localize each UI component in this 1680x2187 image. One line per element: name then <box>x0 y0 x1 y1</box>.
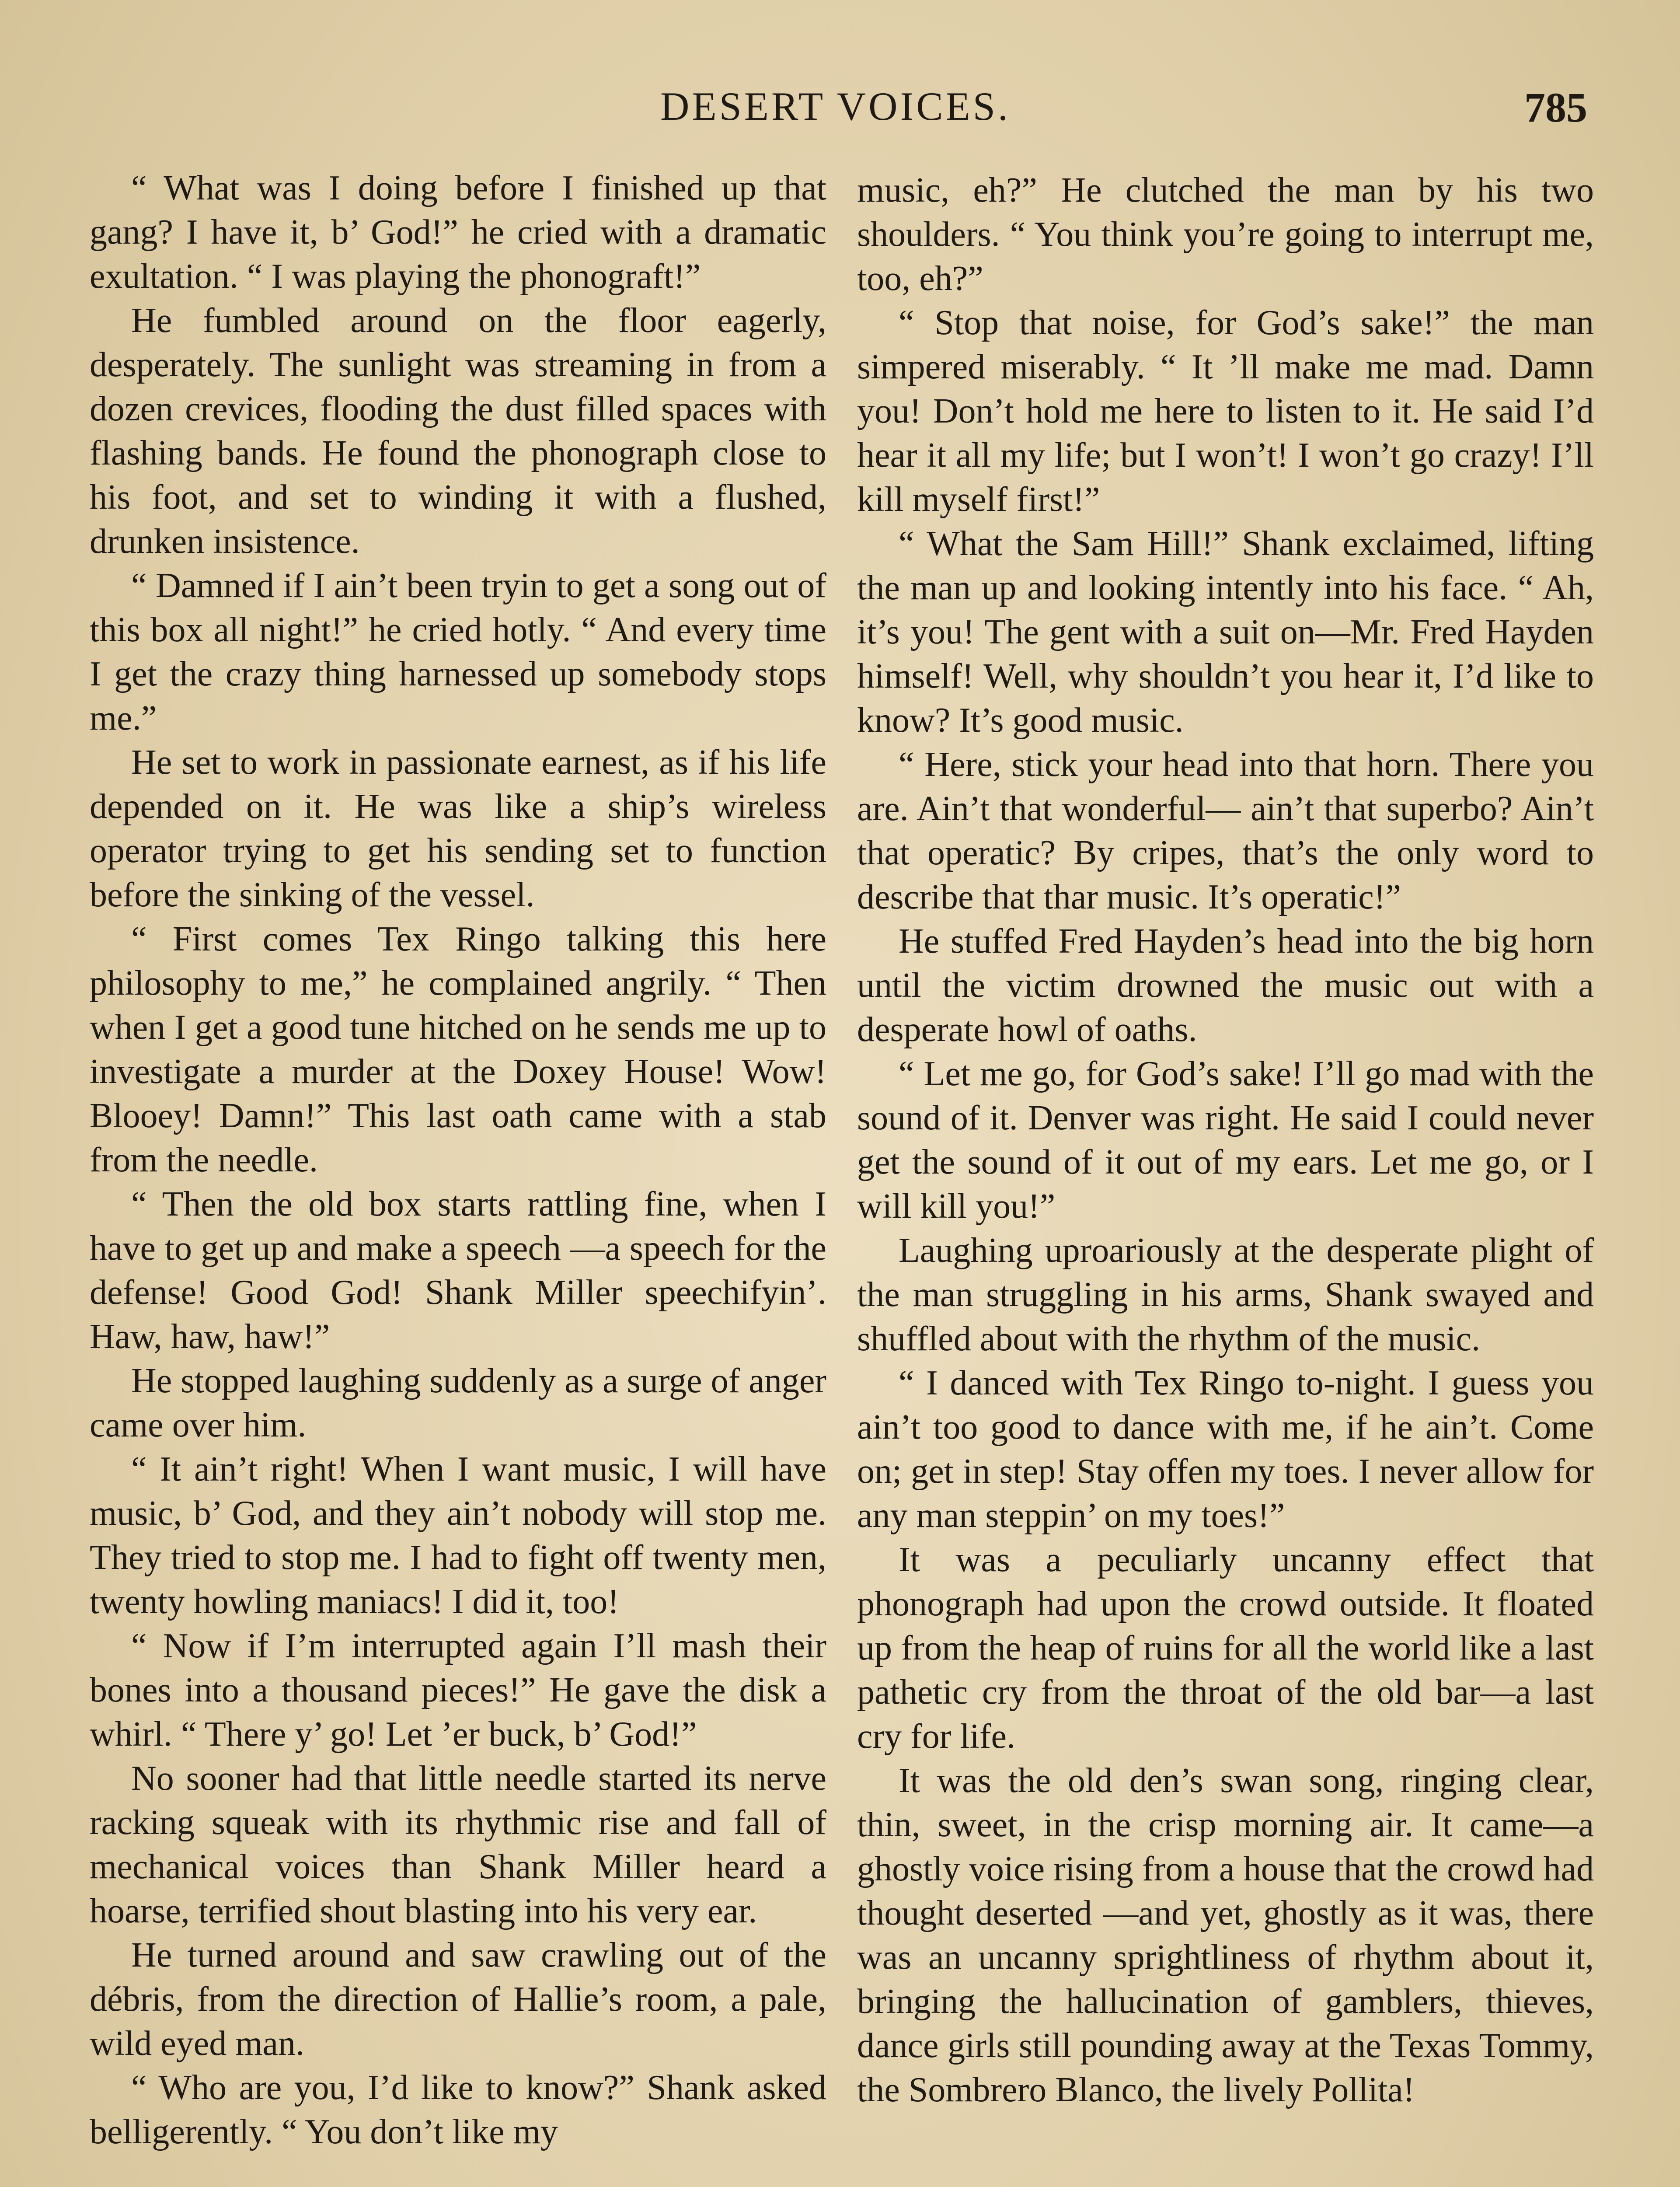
paragraph: “ What the Sam Hill!” Shank exclaimed, lifting the man up and looking intently into his face. “ Ah, it’s you! The gent with a suit on—Mr. Fred Hayden himself! Well, why shouldn’t you hear it, I’d like to know? It’s good music. <box>857 524 1594 740</box>
paragraph: He set to work in passionate earnest, as if his life depended on it. He was like a ship’s wireless operator trying to get his sending set to function before the sinking of the vessel. <box>90 743 826 914</box>
paragraph: “ Now if I’m interrupted again I’ll mash their bones into a thousand pieces!” He gave the disk a whirl. “ There y’ go! Let ’er buck, b’ God!” <box>90 1627 826 1754</box>
paragraph: “ First comes Tex Ringo talking this here philosophy to me,” he complained angrily. “ Then when I get a good tune hitched on he sends me up to investigate a murder at the Doxey House! Wow! Blooey! Damn!” This last oath came with a stab from the needle. <box>90 920 826 1179</box>
paragraph: It was the old den’s swan song, ringing clear, thin, sweet, in the crisp morning air. It came—a ghostly voice rising from a house that the crowd had thought deserted —and yet, ghostly as it was, there was an uncanny sprightliness of rhythm about it, bringing the hallucination of gamblers, thieves, dance girls still pounding away at the Texas Tommy, the Sombrero Blanco, the lively Pollita! <box>857 1761 1594 2109</box>
paragraph: “ Who are you, I’d like to know?” Shank asked belligerently. “ You don’t like my <box>90 2068 826 2151</box>
paragraph: He fumbled around on the floor eagerly, desperately. The sunlight was streaming in from a dozen crevices, flooding the dust filled spaces with flashing bands. He found the phonograph close to his foot, and set to winding it with a flushed, drunken insistence. <box>90 301 826 561</box>
left-column <box>90 166 826 2187</box>
paragraph: “ What was I doing before I finished up that gang? I have it, b’ God!” he cried with a dramatic exultation. “ I was playing the phonograft!” <box>90 169 826 296</box>
paragraph-continued: music, eh?” He clutched the man by his two shoulders. “ You think you’re going to interrupt me, too, eh?” <box>857 171 1594 298</box>
right-column <box>857 168 1594 2187</box>
paragraph: “ I danced with Tex Ringo to-night. I guess you ain’t too good to dance with me, if he ain’t. Come on; get in step! Stay offen my toes. I never allow for any man steppin’ on my toes!” <box>857 1364 1594 1535</box>
paragraph: Laughing uproariously at the desperate plight of the man struggling in his arms, Shank swayed and shuffled about with the rhythm of the music. <box>857 1231 1594 1358</box>
paragraph: “ Damned if I ain’t been tryin to get a song out of this box all night!” he cried hotly. “ And every time I get the crazy thing harnessed up somebody stops me.” <box>90 566 826 737</box>
paragraph: “ Then the old box starts rattling fine, when I have to get up and make a speech —a speech for the defense! Good God! Shank Miller speechifyin’. Haw, haw, haw!” <box>90 1185 826 1356</box>
paragraph: He turned around and saw crawling out of the débris, from the direction of Hallie’s room, a pale, wild eyed man. <box>90 1936 826 2063</box>
paragraph: He stuffed Fred Hayden’s head into the big horn until the victim drowned the music out with a desperate howl of oaths. <box>857 922 1594 1049</box>
paragraph: “ Stop that noise, for God’s sake!” the man simpered miserably. “ It ’ll make me mad. Damn you! Don’t hold me here to listen to it. He said I’d hear it all my life; but I won’t! I won’t go crazy! I’ll kill myself first!” <box>857 304 1594 519</box>
paragraph: “ Let me go, for God’s sake! I’ll go mad with the sound of it. Denver was right. He said I could never get the sound of it out of my ears. Let me go, or I will kill you!” <box>857 1055 1594 1226</box>
running-header <box>647 83 1635 149</box>
paragraph: It was a peculiarly uncanny effect that phonograph had upon the crowd outside. It floated up from the heap of ruins for all the world like a last pathetic cry from the throat of the old bar—a last cry for life. <box>857 1541 1594 1756</box>
paragraph: “ Here, stick your head into that horn. There you are. Ain’t that wonderful— ain’t that superbo? Ain’t that operatic? By cripes, that’s the only word to describe that thar music. It’s operatic!” <box>857 745 1594 916</box>
paragraph: No sooner had that little needle started its nerve racking squeak with its rhythmic rise and fall of mechanical voices than Shank Miller heard a hoarse, terrified shout blasting into his very ear. <box>90 1759 826 1930</box>
page-number: 785 <box>1524 84 1587 131</box>
paragraph: He stopped laughing suddenly as a surge of anger came over him. <box>90 1362 826 1444</box>
running-title: DESERT VOICES. <box>660 84 1011 129</box>
paragraph: “ It ain’t right! When I want music, I will have music, b’ God, and they ain’t nobody will stop me. They tried to stop me. I had to fight off twenty men, twenty howling maniacs! I did it, too! <box>90 1450 826 1621</box>
